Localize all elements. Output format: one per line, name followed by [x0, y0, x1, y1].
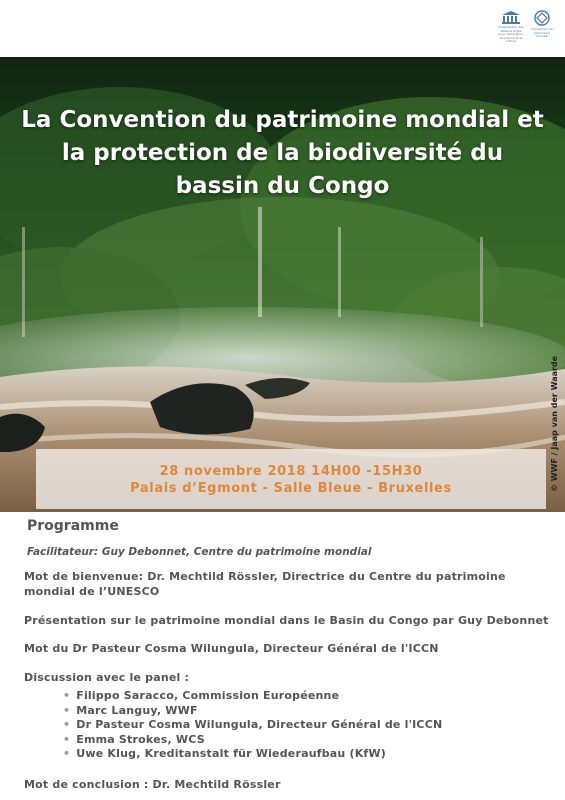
panel-member: • Uwe Klug, Kreditanstalt für Wiederaufbau (KfW): [63, 747, 442, 762]
event-info-box: [36, 449, 546, 509]
world-heritage-emblem-icon: [534, 10, 550, 26]
welcome-item: Mot de bienvenue: Dr. Mechtild Rössler, Directrice du Centre du patrimoine mondial de l’UNESCO: [24, 570, 506, 598]
panel-heading: Discussion avec le panel :: [24, 671, 190, 684]
panel-member: • Emma Strokes, WCS: [63, 733, 442, 748]
whc-caption: Convention du patrimoine mondial: [531, 27, 553, 39]
speech-item: Mot du Dr Pasteur Cosma Wilungula, Directeur Général de l'ICCN: [24, 642, 439, 655]
event-venue: Palais d’Egmont - Salle Bleue - Bruxelles: [130, 481, 452, 496]
panel-member: • Marc Languy, WWF: [63, 704, 442, 719]
event-title: La Convention du patrimoine mondial et la protection de la biodiversité du bassin du Congo: [21, 107, 544, 199]
programme-heading: Programme: [27, 518, 119, 534]
header-bar: [0, 0, 565, 57]
unesco-caption: Organisation des Nations Unies pour l'éducation, la science et la culture: [498, 25, 524, 44]
panel-list: [63, 689, 442, 762]
world-heritage-logo: [531, 10, 553, 39]
panel-member: • Filippo Saracco, Commission Européenne: [63, 689, 442, 704]
presentation-item: Présentation sur le patrimoine mondial dans le Basin du Congo par Guy Debonnet: [24, 614, 549, 627]
photo-credit: © WWF / Jaap van der Waarde: [550, 355, 559, 492]
panel-member: • Dr Pasteur Cosma Wilungula, Directeur Général de l'ICCN: [63, 718, 442, 733]
conclusion-item: Mot de conclusion : Dr. Mechtild Rössler: [24, 778, 281, 791]
unesco-logo: [497, 10, 525, 44]
partner-logos: [497, 10, 553, 44]
facilitator-line: Facilitateur: Guy Debonnet, Centre du patrimoine mondial: [27, 546, 372, 558]
unesco-temple-icon: [501, 10, 521, 24]
event-datetime: 28 novembre 2018 14H00 -15H30: [159, 464, 423, 479]
